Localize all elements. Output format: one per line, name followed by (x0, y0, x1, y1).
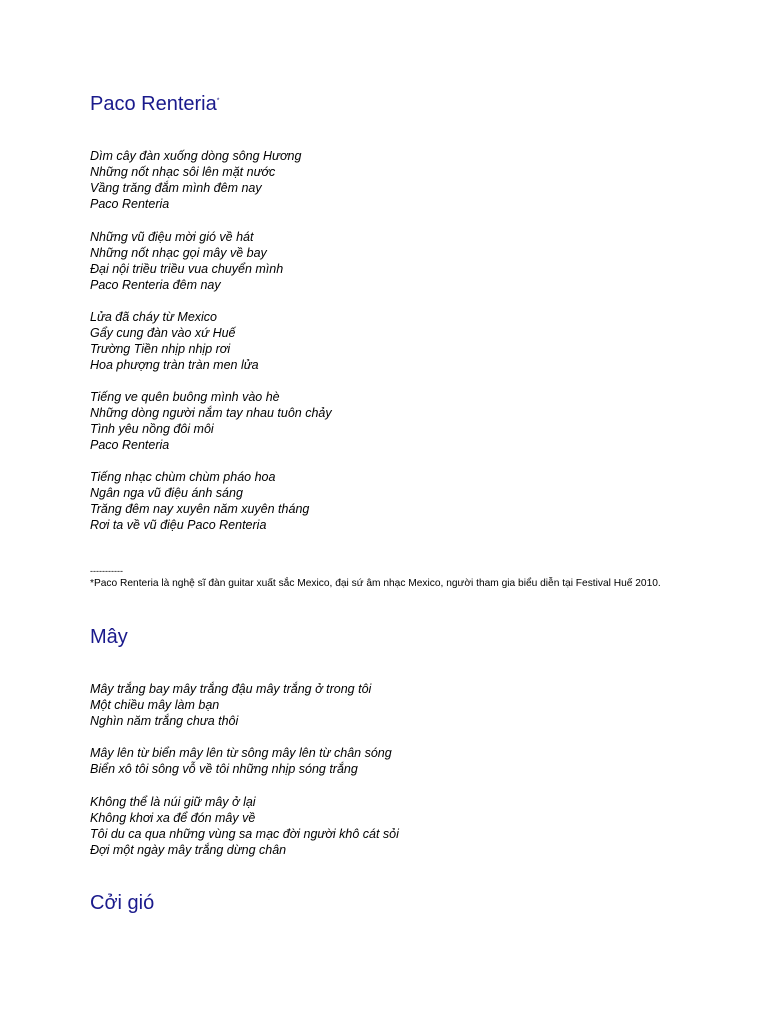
verse-line: Đại nội triều triều vua chuyển mình (90, 262, 284, 277)
verse-line: Nghìn năm trắng chưa thôi (90, 714, 239, 729)
verse-line: Những nốt nhạc sôi lên mặt nước (90, 165, 276, 180)
stanza (90, 745, 392, 777)
verse-line: Biển xô tôi sông vỗ về tôi những nhịp sóng trắng (90, 762, 358, 777)
verse-line: Tiếng nhạc chùm chùm pháo hoa (90, 470, 276, 484)
stanza (90, 794, 399, 858)
verse-line: Mây trắng bay mây trắng đậu mây trắng ở trong tôi (90, 682, 372, 696)
poem-title-coi-gio: Cởi gió (90, 892, 155, 914)
verse-line: Paco Renteria (90, 438, 170, 453)
verse-line: Paco Renteria đêm nay (90, 278, 221, 293)
verse-line: Paco Renteria (90, 197, 170, 212)
verse-line: Rơi ta về vũ điệu Paco Renteria (90, 518, 267, 533)
verse-line: Vầng trăng đắm mình đêm nay (90, 181, 262, 196)
verse-line: Một chiều mây làm bạn (90, 698, 220, 713)
stanza (90, 469, 309, 533)
poem-title-may: Mây (90, 626, 128, 648)
verse-line: Mây lên từ biển mây lên từ sông mây lên từ chân sóng (90, 746, 392, 760)
verse-line: Trăng đêm nay xuyên năm xuyên tháng (90, 502, 310, 517)
stanza (90, 229, 283, 293)
verse-line: Hoa phượng tràn tràn men lửa (90, 358, 259, 373)
stanza (90, 681, 371, 729)
verse-line: Trường Tiền nhịp nhịp rơi (90, 342, 231, 357)
verse-line: Những nốt nhạc gọi mây về bay (90, 246, 267, 261)
poem-title-text: Paco Renteria (90, 93, 217, 115)
verse-line: Tình yêu nồng đôi môi (90, 422, 214, 437)
verse-line: Tôi du ca qua những vùng sa mạc đời người khô cát sỏi (90, 827, 399, 842)
footnote: *Paco Renteria là nghệ sĩ đàn guitar xuất sắc Mexico, đại sứ âm nhạc Mexico, người tham gia biểu diễn tại Festival Huế 2010. (90, 578, 661, 589)
verse-line: Không khơi xa để đón mây về (90, 811, 256, 826)
poem-title-paco-renteria (90, 92, 219, 116)
stanza (90, 309, 259, 373)
verse-line: Những dòng người nắm tay nhau tuôn chảy (90, 406, 332, 421)
verse-line: Tiếng ve quên buông mình vào hè (90, 390, 280, 404)
stanza (90, 148, 301, 212)
footnote-separator: ----------- (90, 566, 123, 576)
footnote-marker: * (216, 97, 220, 105)
verse-line: Đợi một ngày mây trắng dừng chân (90, 843, 287, 858)
verse-line: Lửa đã cháy từ Mexico (90, 310, 218, 324)
verse-line: Không thể là núi giữ mây ở lại (90, 795, 256, 809)
verse-line: Gẩy cung đàn vào xứ Huế (90, 326, 236, 341)
verse-line: Ngân nga vũ điệu ánh sáng (90, 486, 243, 501)
verse-line: Những vũ điệu mời gió về hát (90, 230, 254, 244)
verse-line: Dìm cây đàn xuống dòng sông Hương (90, 149, 302, 163)
stanza (90, 389, 332, 453)
